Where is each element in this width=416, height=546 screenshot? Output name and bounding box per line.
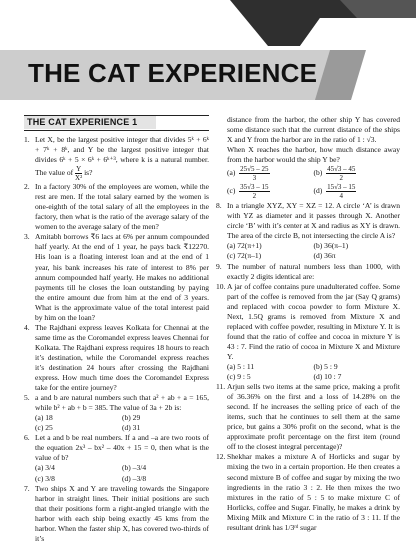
question-body	[227, 282, 400, 382]
fraction-y-over-x2: $\frac{Y}{\text{X²}}$	[75, 165, 83, 183]
question-7-ask: When X reaches the harbor, how much distance away from the harbor would the ship Y be?	[227, 145, 400, 165]
option-c: (c) 3/8	[35, 473, 55, 483]
question-1	[24, 135, 209, 182]
question-body	[227, 201, 400, 261]
question-text: Two ships X and Y are traveling towards the Singapore harbor in straight lines. Their initial positions are such that their positions form a right-angled triangle with the harbor with each ship being exactly 45 kms from the harbor. When the faster ship X, has covered two-thirds of it’s	[35, 483, 209, 543]
option-d: (d) 31	[122, 423, 141, 433]
option-a: (a) $\frac{25√5 - 25}{3}$	[227, 165, 269, 183]
question-number: 8.	[216, 201, 222, 211]
question-6	[24, 433, 209, 483]
question-text: Let X, be the largest positive integer that divides 5ᵏ + 6ᵏ + 7ᵏ + 8ᵏ, and Y be the largest positive integer that divides 6ᵏ + 5 × 6ᵏ + 6ᵏ⁺³, where k is a natural	[35, 135, 209, 165]
question-9	[216, 262, 400, 282]
question-4	[24, 323, 209, 393]
question-body	[35, 433, 209, 483]
question-number: 9.	[216, 261, 222, 271]
question-number: 4.	[24, 322, 30, 332]
question-text-tail: number. The value of	[35, 155, 210, 178]
question-number: 3.	[24, 232, 30, 242]
question-text: In a factory 30% of the employees are women, while the rest are men. If the total salary earned by the women is one-eighth of the total salary of all the employees in the factory, then what is the ratio of the average salary of the women to the average salary of the men?	[35, 182, 209, 232]
left-column	[24, 115, 209, 544]
question-text: Shekhar makes a mixture A of Horlicks and sugar by mixing the two in a certain proportion. He then creates a second mixture B of coffee and sugar by mixing the two ingredients in the ratio 3 : 2. He then mixes the two mixtures in the ratio of 5 : 5 to make mixture C of Horlicks, coffee and Sugar. Finally, he makes a drink by Mixing Milk and Mixture C in the ratio of 3 : 11. If the resultant drink has 1/3ʳᵈ sugar	[227, 452, 400, 532]
question-text: In a triangle XYZ, XY = XZ = 12. A circle ‘A’ is drawn with YZ as diameter and it passes through X. Another circle ‘B’ with it’s center at X and radius as XY is drawn. The area of the circle B, not intersecting the circle A is?	[227, 201, 400, 241]
question-7	[24, 484, 209, 544]
question-text: Let a and b be real numbers. If a and –a are two roots of the equation 2x³ – bx² – 40x + 15 = 0, then what is the value of b?	[35, 433, 209, 463]
option-b: (b) –3/4	[122, 463, 147, 473]
option-d: (d) $\frac{15√3 - 15}{4}$	[313, 183, 356, 201]
answer-options	[35, 463, 209, 483]
option-b: (b) 29	[122, 413, 141, 423]
question-text: The Rajdhani express leaves Kolkata for Chennai at the same time as the Coromandel express leaves Chennai for Kolkata. The Rajdhani express requires 18 hours to reach it’s destination, while the Coromandel express reaches it’s destination 24 hours after crossing the Rajdhani express. How much time does the Coromandel Express take for the entire journey?	[35, 322, 209, 393]
option-a: (a) 18	[35, 413, 53, 423]
option-d: (d) 36π	[313, 251, 336, 261]
question-number: 7.	[24, 483, 30, 493]
question-number: 11.	[216, 382, 226, 392]
question-number: 6.	[24, 433, 30, 443]
question-text: A jar of coffee contains pure unadulterated coffee. Some part of the coffee is removed from the jar (Say Q grams) and replaced with cocoa powder to form Mixture X. Next, 1.5Q grams is removed from Mixture X and replaced with coffee powder, resulting in Mixture Y. It is found that the ratio of coffee and cocoa in mixture Y is 43 : 7. Find the ratio of cocoa in Mixture X and Mixture Y.	[227, 281, 400, 361]
question-number: 2.	[24, 182, 30, 192]
section-header	[24, 115, 209, 131]
question-12	[216, 452, 400, 532]
question-text: The number of natural numbers less than 1000, with exactly 2 digits identical are:	[227, 261, 400, 281]
question-text-end: is?	[82, 168, 93, 178]
option-d: (d) –3/8	[122, 473, 147, 483]
question-text: Arjun sells two items at the same price, making a profit of 36.36% on the first and a loss of 14.28% on the second. If he increases the selling price of each of the items, such that he continues to sell them at the same price, but gains a 30% profit on the second, what is the approximate profit percentage on the first item (round off to the closest integral percentage)?	[227, 382, 400, 452]
option-a: (a) 72(π+1)	[227, 241, 262, 251]
question-5	[24, 393, 209, 433]
option-c: (c) 9 : 5	[227, 372, 251, 382]
right-column	[216, 115, 400, 533]
title-band	[0, 50, 416, 100]
option-d: (d) 10 : 7	[313, 372, 342, 382]
question-3	[24, 232, 209, 322]
option-c: (c) $\frac{35√3 - 15}{2}$	[227, 183, 269, 201]
question-number: 5.	[24, 393, 30, 403]
question-number: 10.	[216, 281, 226, 291]
section-title: THE CAT EXPERIENCE 1	[27, 117, 138, 127]
question-11	[216, 382, 400, 452]
question-number: 1.	[24, 135, 30, 144]
answer-options	[227, 362, 400, 382]
question-body	[35, 135, 209, 182]
banner-ribbon	[0, 0, 416, 46]
top-banner	[0, 0, 416, 46]
question-number: 12.	[216, 452, 226, 462]
option-a: (a) 5 : 11	[227, 361, 255, 371]
option-b: (b) 5 : 9	[313, 361, 338, 371]
question-8	[216, 201, 400, 261]
page-title: THE CAT EXPERIENCE	[28, 58, 318, 88]
question-body	[35, 393, 209, 433]
question-2	[24, 182, 209, 232]
question-text: Amitabh borrows ₹6 lacs at 6% per annum compounded half yearly. At the end of 1 year, he pays back ₹12270. His loan is a floating interest loan and at the end of 1 year, his bank increases his rate of interest to 8% per annum compounded half yearly. He makes no additional payments till he closes the loan outstanding by paying the entire amount due from him at the end of 3 years. What is the approximate value of the total interest paid by him on the loan?	[35, 232, 209, 322]
option-c: (c) 25	[35, 423, 53, 433]
answer-options	[35, 413, 209, 433]
option-a: (a) 3/4	[35, 463, 55, 473]
question-7-continued: distance from the harbor, the other ship Y has covered some distance such that the current distance of the ships X and Y from the harbor are in the ratio of 1 : √3.	[227, 115, 400, 145]
question-7-options	[216, 165, 400, 201]
answer-options	[227, 241, 400, 261]
option-c: (c) 72(π–1)	[227, 251, 262, 261]
option-b: (b) $\frac{45√3 - 45}{2}$	[313, 165, 356, 183]
option-b: (b) 36(π–1)	[313, 241, 349, 251]
question-text: a and b are natural numbers such that a² + ab + a = 165, while b² + ab + b = 385. The value of 3a + 2b is:	[35, 393, 209, 413]
question-10	[216, 282, 400, 382]
